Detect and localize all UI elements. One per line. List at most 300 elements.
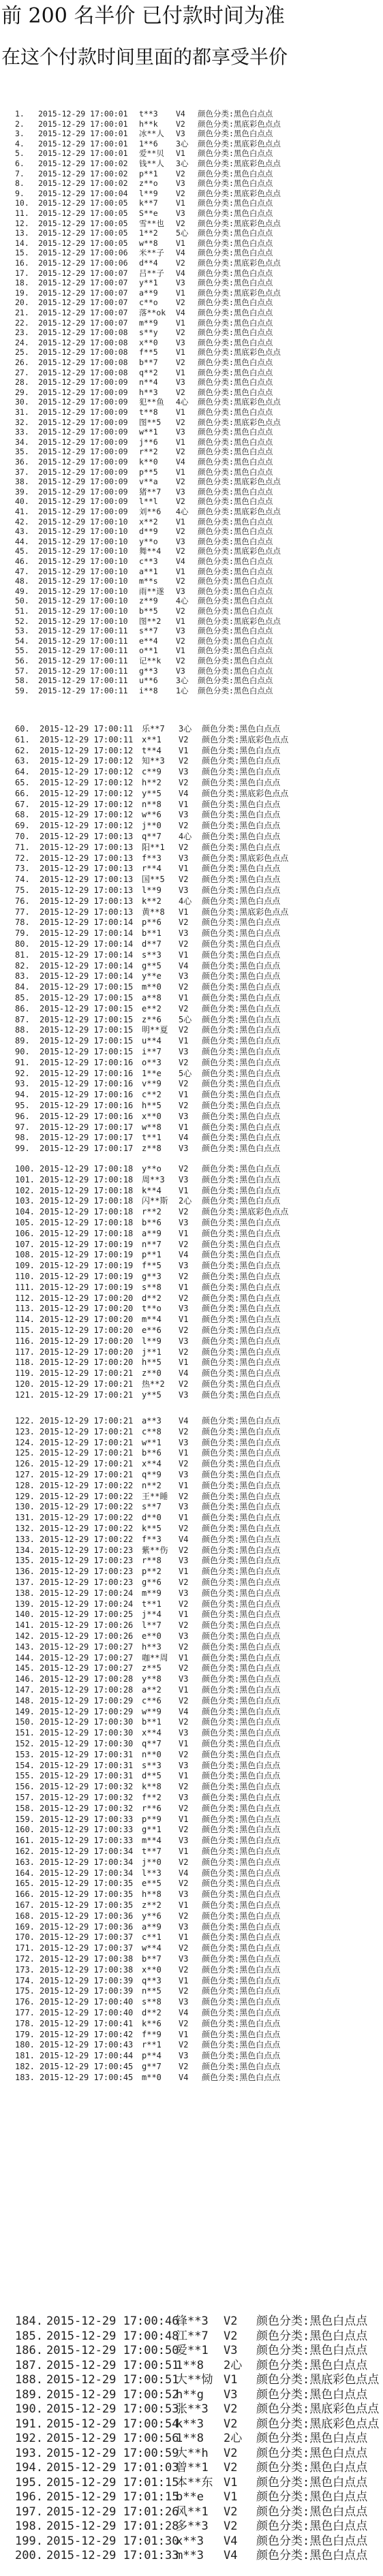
buyer-name: 紫**伤 bbox=[142, 1545, 168, 1555]
order-time: 2015-12-29 17:00:11 bbox=[38, 685, 128, 695]
sku-option: 颜色分类:黑色白点点 bbox=[202, 1825, 281, 1835]
order-index: 181. bbox=[15, 2051, 35, 2061]
order-index: 170. bbox=[15, 1932, 35, 1943]
sku-option: 颜色分类:黑色白点点 bbox=[202, 1218, 281, 1227]
buyer-level: V3 bbox=[179, 767, 189, 777]
order-row bbox=[15, 1003, 280, 1014]
order-index: 2. bbox=[15, 119, 25, 129]
order-row bbox=[15, 1132, 280, 1143]
sku-option: 颜色分类:黑色白点点 bbox=[198, 248, 273, 258]
buyer-level: V3 bbox=[179, 1336, 189, 1346]
order-row bbox=[15, 1046, 280, 1057]
order-row bbox=[15, 734, 288, 745]
order-index: 46. bbox=[15, 556, 29, 566]
buyer-name: s**8 bbox=[142, 1997, 162, 2007]
buyer-level: V2 bbox=[176, 188, 185, 198]
order-row bbox=[15, 159, 281, 170]
buyer-level: V3 bbox=[179, 1111, 189, 1121]
buyer-name: 张**3 bbox=[176, 2402, 209, 2416]
buyer-level: V1 bbox=[179, 1932, 189, 1943]
sku-option: 颜色分类:黑色白点点 bbox=[256, 2358, 368, 2372]
buyer-name: c**8 bbox=[142, 1426, 162, 1436]
buyer-level: V2 bbox=[179, 1164, 189, 1174]
order-time: 2015-12-29 17:00:33 bbox=[40, 1836, 134, 1846]
order-time: 2015-12-29 17:00:09 bbox=[38, 497, 128, 507]
order-row bbox=[15, 1803, 280, 1814]
order-time: 2015-12-29 17:00:08 bbox=[38, 367, 128, 377]
buyer-name: h**k bbox=[139, 119, 158, 129]
sku-option: 颜色分类:黑色白点点 bbox=[202, 1272, 281, 1281]
buyer-level: V4 bbox=[224, 2534, 238, 2548]
sku-option: 颜色分类:黑色白点点 bbox=[198, 596, 273, 606]
buyer-name: 知**3 bbox=[142, 756, 165, 766]
buyer-name: h**5 bbox=[142, 1357, 162, 1368]
order-time: 2015-12-29 17:00:29 bbox=[40, 1695, 134, 1706]
buyer-name: l**l bbox=[139, 497, 158, 507]
order-time: 2015-12-29 17:00:13 bbox=[40, 875, 134, 885]
buyer-name: z**5 bbox=[142, 1663, 162, 1674]
order-time: 2015-12-29 17:00:13 bbox=[40, 896, 134, 906]
order-row bbox=[15, 949, 280, 960]
order-time: 2015-12-29 17:00:39 bbox=[40, 1986, 134, 1996]
order-index: 62. bbox=[15, 745, 30, 755]
sku-option: 颜色分类:黑色白点点 bbox=[202, 1997, 281, 2007]
buyer-name: m**3 bbox=[176, 2549, 204, 2562]
sku-option: 颜色分类:黑色白点点 bbox=[202, 1014, 281, 1024]
order-index: 100. bbox=[15, 1164, 35, 1174]
order-row bbox=[15, 2314, 367, 2329]
sku-option: 颜色分类:黑色白点点 bbox=[202, 1282, 281, 1292]
buyer-name: 图**2 bbox=[139, 616, 162, 626]
buyer-name: 1**8 bbox=[176, 2358, 204, 2372]
sku-option: 颜色分类:黑色白点点 bbox=[202, 1357, 281, 1368]
buyer-level: V2 bbox=[176, 447, 185, 457]
order-row bbox=[15, 1512, 280, 1523]
order-row bbox=[15, 1163, 280, 1174]
order-time: 2015-12-29 17:00:13 bbox=[40, 907, 134, 917]
buyer-level: V1 bbox=[179, 1567, 189, 1577]
buyer-name: n**0 bbox=[142, 1749, 162, 1759]
order-row bbox=[15, 1781, 280, 1792]
sku-option: 颜色分类:黑色白点点 bbox=[202, 2029, 281, 2039]
buyer-level: V2 bbox=[179, 1749, 189, 1759]
buyer-name: f**3 bbox=[142, 853, 162, 863]
sku-option: 颜色分类:黑色白点点 bbox=[202, 1164, 281, 1174]
sku-option: 颜色分类:黑色白点点 bbox=[202, 1803, 281, 1813]
buyer-level: V4 bbox=[176, 109, 185, 119]
order-row bbox=[15, 863, 280, 874]
order-index: 99. bbox=[15, 1144, 30, 1154]
buyer-level: V3 bbox=[179, 885, 189, 895]
order-row bbox=[15, 1889, 280, 1900]
order-row bbox=[15, 2505, 367, 2519]
buyer-level: V2 bbox=[179, 1663, 189, 1674]
sku-option: 颜色分类:黑色白点点 bbox=[202, 1250, 281, 1260]
buyer-name: g**5 bbox=[142, 960, 162, 971]
buyer-level: V1 bbox=[224, 2373, 238, 2387]
order-row bbox=[15, 368, 273, 379]
sku-option: 颜色分类:黑色白点点 bbox=[198, 516, 273, 527]
buyer-name: 江**7 bbox=[176, 2329, 209, 2343]
buyer-name: b**1 bbox=[142, 1717, 162, 1727]
order-row bbox=[15, 228, 273, 239]
sku-option: 颜色分类:黑色白点点 bbox=[198, 178, 273, 189]
order-row bbox=[15, 1857, 280, 1868]
buyer-level: V1 bbox=[176, 198, 185, 208]
buyer-level: V3 bbox=[176, 377, 185, 388]
order-index: 52. bbox=[15, 616, 29, 626]
order-index: 151. bbox=[15, 1728, 35, 1738]
order-index: 160. bbox=[15, 1825, 35, 1835]
sku-option: 颜色分类:黑色白点点 bbox=[202, 971, 281, 981]
order-index: 40. bbox=[15, 497, 29, 507]
order-row bbox=[15, 2018, 280, 2029]
sku-option: 颜色分类:黑色白点点 bbox=[202, 1706, 281, 1716]
order-row bbox=[15, 178, 273, 189]
sku-option: 颜色分类:黑色白点点 bbox=[198, 635, 273, 646]
order-time: 2015-12-29 17:00:12 bbox=[40, 810, 134, 820]
sku-option: 颜色分类:黑色白点点 bbox=[202, 1336, 281, 1346]
buyer-level: V2 bbox=[179, 1239, 189, 1249]
order-row bbox=[15, 2072, 280, 2083]
order-index: 169. bbox=[15, 1921, 35, 1932]
sku-option: 颜色分类:黑色白点点 bbox=[202, 875, 281, 885]
order-index: 142. bbox=[15, 1631, 35, 1641]
order-index: 134. bbox=[15, 1545, 35, 1555]
sku-option: 颜色分类:黑色白点点 bbox=[202, 1068, 281, 1078]
order-row bbox=[15, 1314, 280, 1325]
order-row bbox=[15, 1577, 280, 1588]
buyer-name: r**6 bbox=[142, 1803, 162, 1813]
buyer-level: V2 bbox=[179, 1599, 189, 1609]
order-index: 122. bbox=[15, 1416, 35, 1426]
order-time: 2015-12-29 17:00:13 bbox=[40, 832, 134, 841]
buyer-level: V2 bbox=[179, 1459, 189, 1469]
buyer-name: t**3 bbox=[139, 109, 158, 119]
order-time: 2015-12-29 17:00:18 bbox=[40, 1218, 134, 1227]
buyer-name: o**1 bbox=[139, 646, 158, 656]
buyer-name: n**4 bbox=[139, 377, 158, 388]
buyer-name: g**7 bbox=[142, 2062, 162, 2071]
sku-option: 颜色分类:黑色白点点 bbox=[256, 2519, 368, 2533]
order-time: 2015-12-29 17:00:34 bbox=[40, 1857, 134, 1867]
order-time: 2015-12-29 17:00:20 bbox=[40, 1336, 134, 1346]
order-row bbox=[15, 1303, 280, 1314]
sku-option: 颜色分类:黑底彩色点点 bbox=[256, 2417, 380, 2431]
sku-option: 颜色分类:黑色白点点 bbox=[202, 1491, 281, 1501]
buyer-name: e**6 bbox=[142, 1325, 162, 1335]
order-time: 2015-12-29 17:00:46 bbox=[46, 2314, 179, 2328]
order-time: 2015-12-29 17:00:21 bbox=[40, 1389, 134, 1400]
order-time: 2015-12-29 17:00:10 bbox=[38, 516, 128, 527]
sku-option: 颜色分类:黑色白点点 bbox=[256, 2461, 368, 2475]
sku-option: 颜色分类:黑色白点点 bbox=[198, 427, 273, 437]
sku-option: 颜色分类:黑色白点点 bbox=[198, 328, 273, 338]
order-time: 2015-12-29 17:00:02 bbox=[38, 159, 128, 168]
sku-option: 颜色分类:黑色白点点 bbox=[202, 1847, 281, 1856]
order-index: 45. bbox=[15, 546, 29, 556]
order-time: 2015-12-29 17:00:09 bbox=[38, 397, 128, 407]
buyer-name: l**7 bbox=[142, 1620, 162, 1631]
buyer-name: w**9 bbox=[142, 1706, 162, 1716]
sku-option: 颜色分类:黑色白点点 bbox=[202, 1111, 281, 1121]
sku-option: 颜色分类:黑色白点点 bbox=[202, 778, 281, 787]
buyer-name: c**9 bbox=[142, 767, 162, 777]
sku-option: 颜色分类:黑色白点点 bbox=[198, 536, 273, 546]
sku-option: 颜色分类:黑色白点点 bbox=[202, 1196, 281, 1206]
buyer-level: V2 bbox=[176, 218, 185, 228]
order-time: 2015-12-29 17:00:05 bbox=[38, 238, 128, 248]
buyer-level: V1 bbox=[176, 148, 185, 159]
order-row bbox=[15, 1921, 280, 1932]
sku-option: 颜色分类:黑色白点点 bbox=[202, 949, 281, 960]
order-time: 2015-12-29 17:00:22 bbox=[40, 1513, 134, 1523]
buyer-level: V2 bbox=[179, 1491, 189, 1501]
buyer-level: V3 bbox=[179, 1728, 189, 1738]
order-time: 2015-12-29 17:00:40 bbox=[40, 2008, 134, 2017]
order-time: 2015-12-29 17:00:20 bbox=[40, 1325, 134, 1335]
order-time: 2015-12-29 17:00:37 bbox=[40, 1943, 134, 1953]
buyer-level: V2 bbox=[179, 917, 189, 928]
buyer-name: 1**2 bbox=[139, 228, 158, 238]
order-index: 55. bbox=[15, 646, 29, 656]
order-row bbox=[15, 1014, 280, 1025]
buyer-name: a**9 bbox=[142, 1228, 162, 1238]
order-row bbox=[15, 487, 273, 498]
order-index: 139. bbox=[15, 1599, 35, 1609]
buyer-level: V3 bbox=[176, 486, 185, 497]
order-row bbox=[15, 820, 280, 831]
buyer-name: z**9 bbox=[139, 596, 158, 606]
buyer-name: b**7 bbox=[142, 1954, 162, 1964]
sku-option: 颜色分类:黑色白点点 bbox=[256, 2475, 368, 2489]
order-time: 2015-12-29 17:00:13 bbox=[40, 885, 134, 895]
buyer-name: 大**恸 bbox=[176, 2373, 213, 2387]
order-row bbox=[15, 745, 280, 756]
order-time: 2015-12-29 17:00:01 bbox=[38, 119, 128, 129]
buyer-name: 猪**7 bbox=[139, 486, 162, 497]
buyer-level: V1 bbox=[179, 1448, 189, 1458]
order-row bbox=[15, 477, 281, 488]
buyer-name: g**3 bbox=[139, 665, 158, 676]
order-row bbox=[15, 1652, 280, 1663]
order-row bbox=[15, 2373, 379, 2387]
order-index: 60. bbox=[15, 724, 30, 734]
order-row bbox=[15, 1674, 280, 1684]
buyer-name: t**4 bbox=[142, 745, 162, 755]
buyer-name: k**8 bbox=[142, 1782, 162, 1792]
order-row bbox=[15, 1760, 280, 1771]
sku-option: 颜色分类:黑色白点点 bbox=[202, 1545, 281, 1555]
order-time: 2015-12-29 17:00:17 bbox=[40, 1133, 134, 1143]
order-index: 120. bbox=[15, 1379, 35, 1389]
order-index: 113. bbox=[15, 1304, 35, 1314]
order-row bbox=[15, 1293, 280, 1304]
order-index: 167. bbox=[15, 1900, 35, 1910]
buyer-level: V2 bbox=[176, 656, 185, 665]
buyer-level: V3 bbox=[176, 586, 185, 596]
buyer-name: 大**h bbox=[176, 2446, 209, 2460]
order-time: 2015-12-29 17:00:23 bbox=[40, 1556, 134, 1566]
order-time: 2015-12-29 17:00:09 bbox=[38, 457, 128, 467]
buyer-name: l**3 bbox=[142, 1868, 162, 1878]
order-time: 2015-12-29 17:00:12 bbox=[40, 821, 134, 831]
order-row bbox=[15, 2029, 280, 2040]
order-index: 97. bbox=[15, 1122, 30, 1132]
order-row bbox=[15, 1174, 280, 1185]
order-index: 177. bbox=[15, 2008, 35, 2017]
order-index: 72. bbox=[15, 853, 30, 863]
sku-option: 颜色分类:黑色白点点 bbox=[202, 810, 281, 820]
order-time: 2015-12-29 17:00:08 bbox=[38, 337, 128, 347]
order-index: 182. bbox=[15, 2062, 35, 2071]
order-row bbox=[15, 248, 273, 259]
order-row bbox=[15, 1195, 280, 1206]
order-row bbox=[15, 268, 273, 279]
buyer-name: b**1 bbox=[142, 928, 162, 939]
buyer-level: V3 bbox=[179, 853, 189, 863]
buyer-level: V3 bbox=[179, 1174, 189, 1184]
sku-option: 颜色分类:黑色白点点 bbox=[202, 1685, 281, 1695]
order-index: 38. bbox=[15, 477, 29, 487]
sku-option: 颜色分类:黑色白点点 bbox=[202, 1368, 281, 1379]
sku-option: 颜色分类:黑色白点点 bbox=[198, 298, 273, 308]
sku-option: 颜色分类:黑色白点点 bbox=[198, 676, 273, 686]
order-index: 102. bbox=[15, 1185, 35, 1195]
sku-option: 颜色分类:黑色白点点 bbox=[198, 467, 273, 477]
order-row bbox=[15, 2519, 367, 2534]
order-index: 149. bbox=[15, 1706, 35, 1716]
buyer-level: V4 bbox=[179, 1868, 189, 1878]
sku-option: 颜色分类:黑色白点点 bbox=[202, 799, 281, 809]
order-time: 2015-12-29 17:00:09 bbox=[38, 477, 128, 487]
order-time: 2015-12-29 17:00:09 bbox=[38, 447, 128, 457]
order-time: 2015-12-29 17:00:19 bbox=[40, 1282, 134, 1292]
order-time: 2015-12-29 17:00:12 bbox=[40, 778, 134, 787]
sku-option: 颜色分类:黑色白点点 bbox=[202, 1556, 281, 1566]
sku-option: 颜色分类:黑色白点点 bbox=[202, 1771, 281, 1781]
buyer-name: p**1 bbox=[142, 1250, 162, 1260]
order-index: 190. bbox=[15, 2402, 43, 2416]
order-time: 2015-12-29 17:00:18 bbox=[40, 1207, 134, 1217]
order-index: 188. bbox=[15, 2373, 43, 2387]
buyer-name: o**3 bbox=[142, 1057, 162, 1067]
order-time: 2015-12-29 17:00:26 bbox=[40, 1620, 134, 1631]
order-time: 2015-12-29 17:00:38 bbox=[40, 1954, 134, 1964]
sku-option: 颜色分类:黑色白点点 bbox=[202, 1480, 281, 1490]
order-time: 2015-12-29 17:00:20 bbox=[40, 1304, 134, 1314]
order-row bbox=[15, 1588, 280, 1599]
order-row bbox=[15, 119, 281, 130]
buyer-name: l**9 bbox=[139, 188, 158, 198]
order-time: 2015-12-29 17:00:09 bbox=[38, 486, 128, 497]
buyer-level: V3 bbox=[179, 1437, 189, 1447]
order-row bbox=[15, 347, 281, 358]
buyer-name: s**3 bbox=[142, 949, 162, 960]
order-row bbox=[15, 981, 280, 992]
buyer-name: z**0 bbox=[142, 1368, 162, 1379]
order-index: 135. bbox=[15, 1556, 35, 1566]
order-row bbox=[15, 1749, 280, 1760]
order-time: 2015-12-29 17:00:48 bbox=[46, 2329, 179, 2343]
buyer-level: V1 bbox=[179, 1090, 189, 1100]
order-time: 2015-12-29 17:00:05 bbox=[38, 228, 128, 238]
buyer-name: b**e bbox=[176, 2490, 204, 2504]
buyer-name: 雪**也 bbox=[139, 218, 164, 228]
order-row bbox=[15, 616, 281, 627]
order-index: 121. bbox=[15, 1389, 35, 1400]
buyer-level: V3 bbox=[179, 1047, 189, 1056]
buyer-level: V1 bbox=[176, 287, 185, 298]
buyer-name: x**3 bbox=[176, 2534, 204, 2548]
buyer-level: V2 bbox=[179, 1379, 189, 1389]
buyer-name: x**4 bbox=[142, 1459, 162, 1469]
buyer-name: n**2 bbox=[142, 1480, 162, 1490]
buyer-level: V1 bbox=[179, 1185, 189, 1195]
order-row bbox=[15, 1814, 280, 1825]
buyer-name: v**a bbox=[139, 477, 158, 487]
sku-option: 颜色分类:黑色白点点 bbox=[198, 109, 273, 119]
order-time: 2015-12-29 17:00:23 bbox=[40, 1567, 134, 1577]
buyer-name: e**4 bbox=[139, 635, 158, 646]
buyer-name: j**0 bbox=[142, 821, 162, 831]
buyer-name: d**2 bbox=[142, 1293, 162, 1303]
order-index: 137. bbox=[15, 1577, 35, 1587]
order-index: 162. bbox=[15, 1847, 35, 1856]
buyer-name: t**1 bbox=[142, 1133, 162, 1143]
order-time: 2015-12-29 17:00:13 bbox=[40, 864, 134, 874]
sku-option: 颜色分类:黑色白点点 bbox=[202, 1567, 281, 1577]
order-time: 2015-12-29 17:00:14 bbox=[40, 939, 134, 949]
order-index: 115. bbox=[15, 1325, 35, 1335]
order-time: 2015-12-29 17:00:40 bbox=[40, 1997, 134, 2007]
order-time: 2015-12-29 17:00:11 bbox=[38, 676, 128, 686]
sku-option: 颜色分类:黑色白点点 bbox=[202, 1185, 281, 1195]
buyer-name: k**2 bbox=[142, 896, 162, 906]
buyer-name: 国**5 bbox=[142, 875, 165, 885]
order-index: 1. bbox=[15, 109, 25, 119]
order-time: 2015-12-29 17:00:12 bbox=[40, 745, 134, 755]
buyer-name: k**0 bbox=[139, 457, 158, 467]
buyer-level: V1 bbox=[179, 745, 189, 755]
order-row bbox=[15, 1035, 280, 1046]
order-time: 2015-12-29 17:00:14 bbox=[40, 971, 134, 981]
order-row bbox=[15, 1415, 280, 1426]
order-time: 2015-12-29 17:00:31 bbox=[40, 1771, 134, 1781]
buyer-level: V3 bbox=[176, 208, 185, 218]
buyer-level: V2 bbox=[179, 1057, 189, 1067]
order-index: 109. bbox=[15, 1261, 35, 1271]
order-row bbox=[15, 1620, 280, 1631]
order-time: 2015-12-29 17:00:23 bbox=[40, 1577, 134, 1587]
sku-option: 颜色分类:黑色白点点 bbox=[202, 1674, 281, 1684]
order-time: 2015-12-29 17:00:11 bbox=[40, 724, 134, 734]
buyer-level: V1 bbox=[179, 1122, 189, 1132]
order-row bbox=[15, 407, 273, 418]
order-row bbox=[15, 198, 273, 209]
sku-option: 颜色分类:黑色白点点 bbox=[198, 387, 273, 397]
buyer-name: y**6 bbox=[142, 1911, 162, 1921]
order-index: 108. bbox=[15, 1250, 35, 1260]
order-row bbox=[15, 1057, 280, 1068]
order-index: 67. bbox=[15, 799, 30, 809]
order-time: 2015-12-29 17:00:15 bbox=[40, 993, 134, 1003]
buyer-name: c**2 bbox=[142, 1090, 162, 1100]
buyer-level: V1 bbox=[179, 864, 189, 874]
order-index: 136. bbox=[15, 1567, 35, 1577]
buyer-name: 1**8 bbox=[176, 2432, 204, 2445]
buyer-name: d**9 bbox=[139, 527, 158, 537]
